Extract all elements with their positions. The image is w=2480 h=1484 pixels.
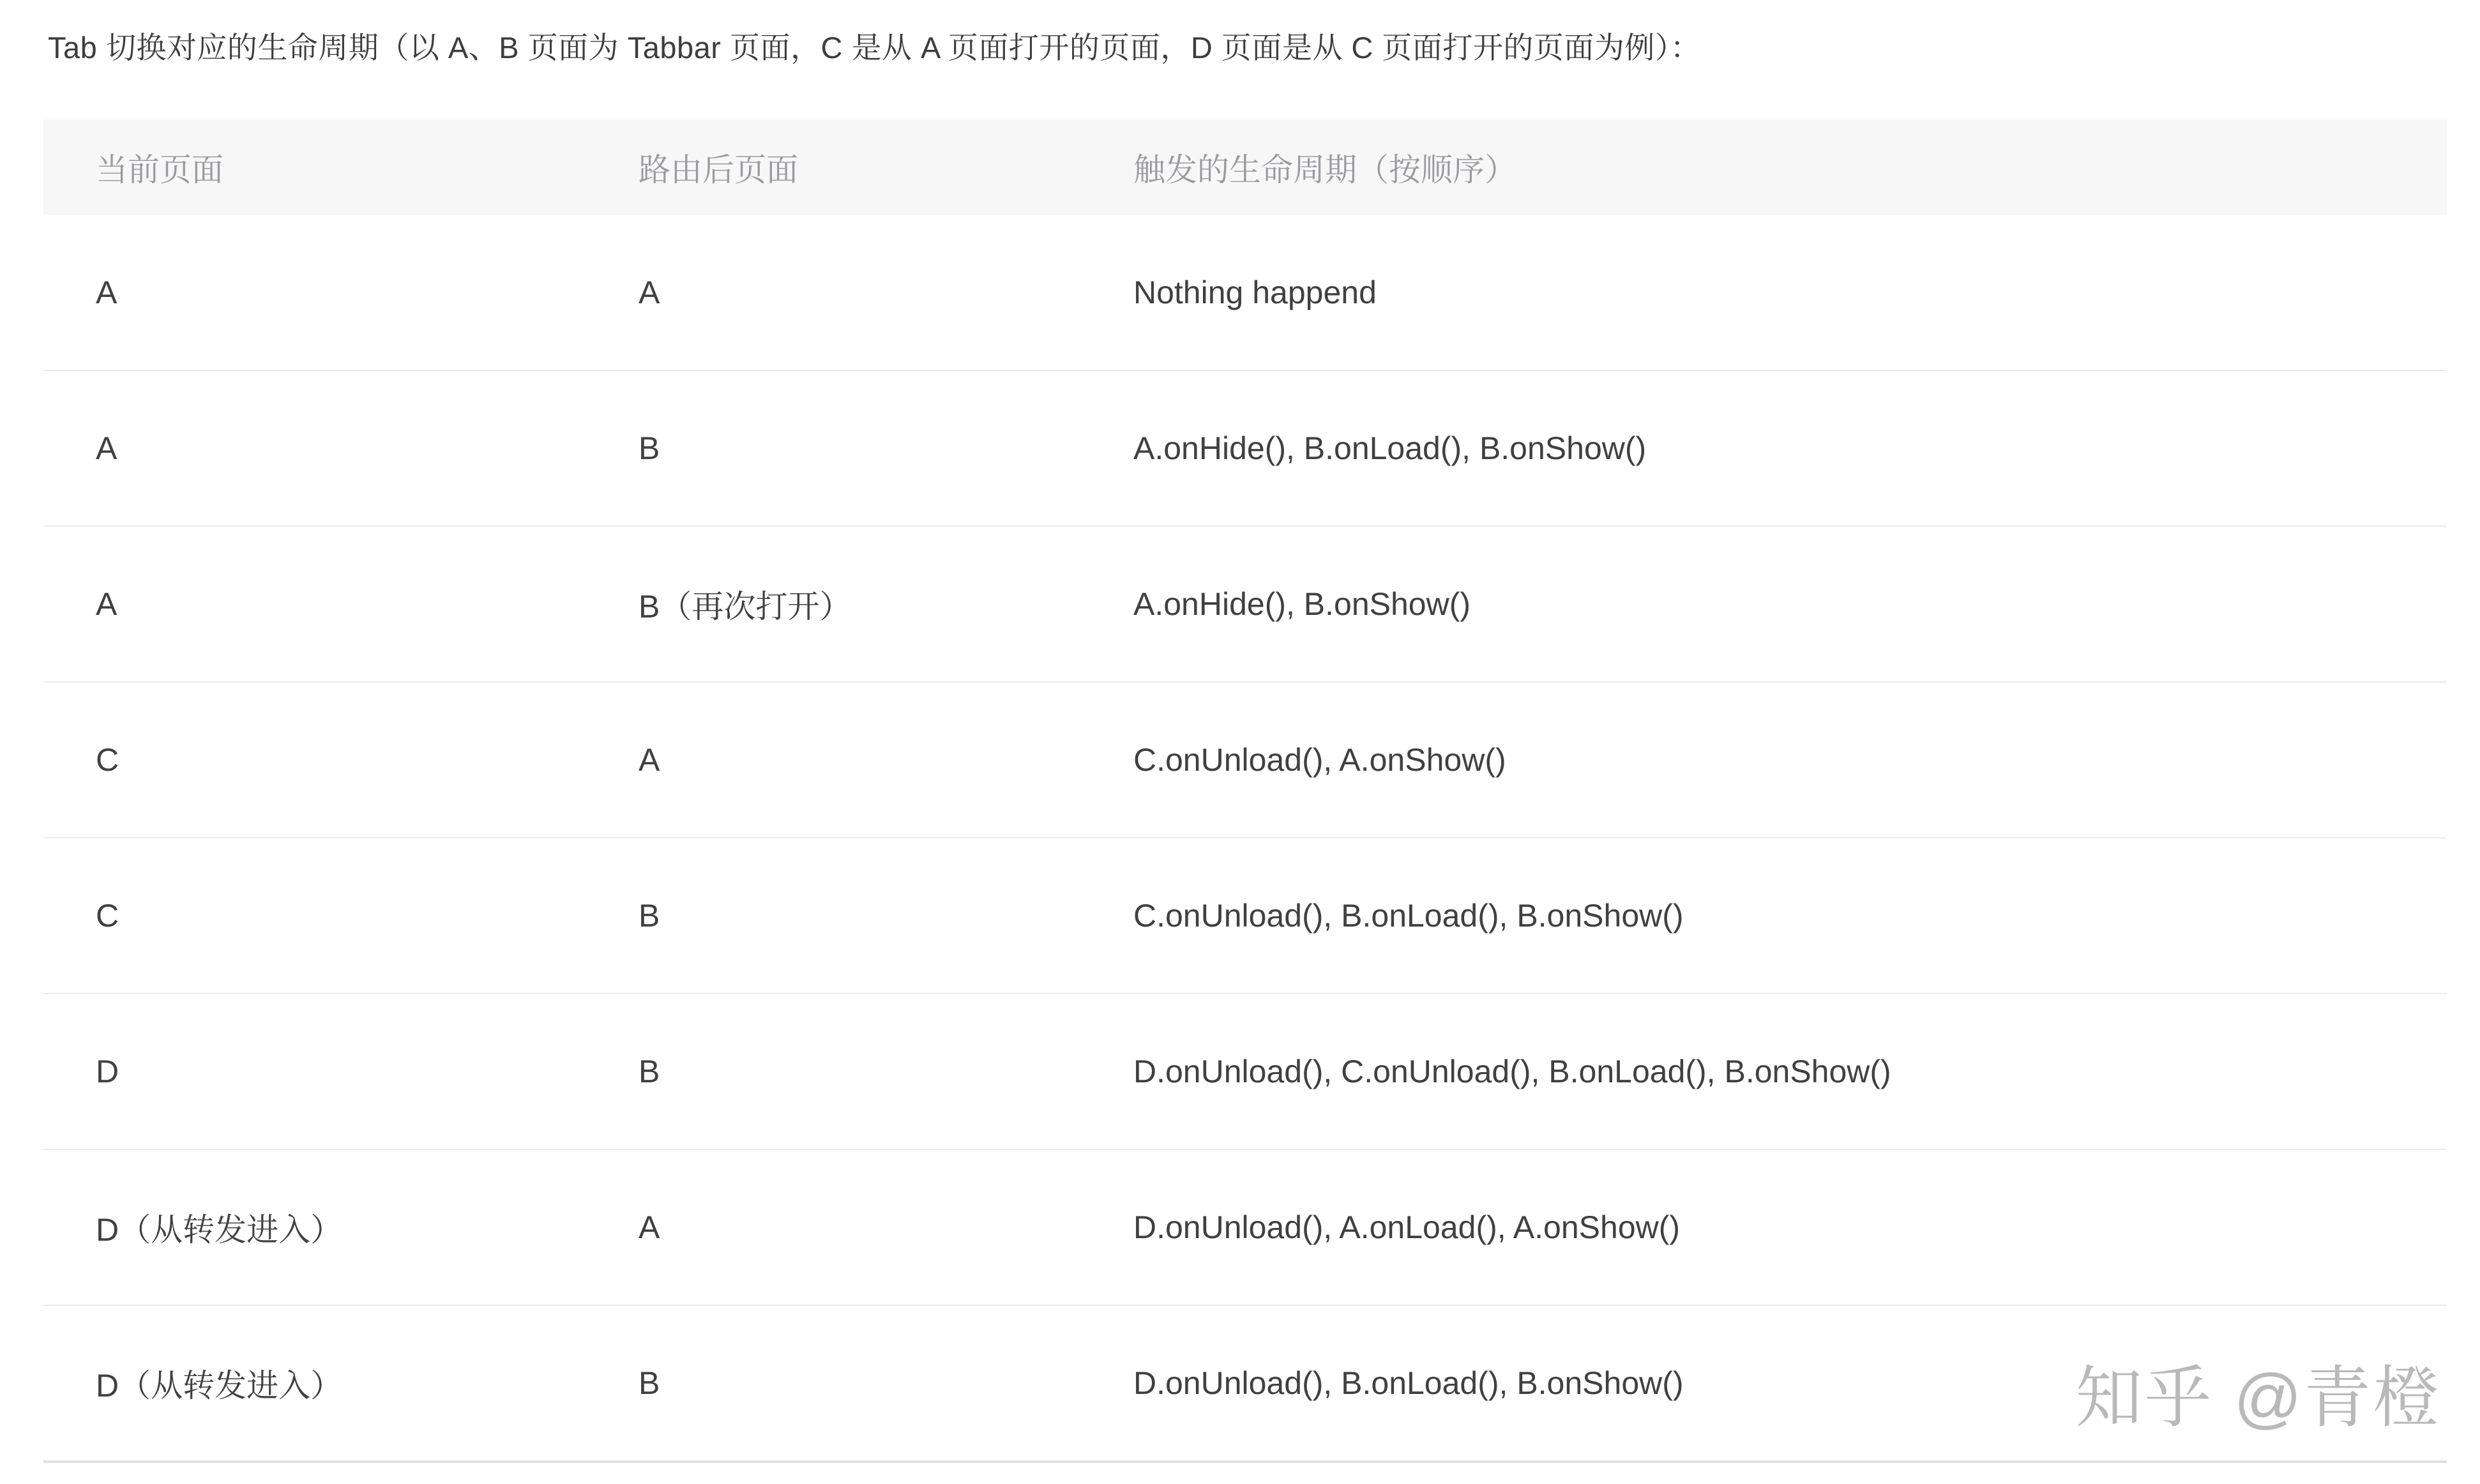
page-title: Tab 切换对应的生命周期（以 A、B 页面为 Tabbar 页面，C 是从 A 页面打开的页面，D 页面是从 C 页面打开的页面为例）：	[48, 31, 1701, 64]
table-cell: D.onUnload(), A.onLoad(), A.onShow()	[1081, 1149, 2447, 1305]
table-cell: C.onUnload(), A.onShow()	[1081, 682, 2447, 838]
table-cell: C.onUnload(), B.onLoad(), B.onShow()	[1081, 838, 2447, 994]
table-cell: A.onHide(), B.onShow()	[1081, 526, 2447, 682]
table-cell: D（从转发进入）	[43, 1305, 586, 1462]
lifecycle-table	[43, 119, 2447, 1463]
table-cell: A	[586, 1149, 1081, 1305]
table-cell: C	[43, 838, 586, 994]
table-cell: C	[43, 682, 586, 838]
table-cell: D	[43, 994, 586, 1149]
table-cell: B	[586, 1305, 1081, 1462]
table-row	[43, 994, 2447, 1149]
table-row	[43, 838, 2447, 994]
table-row	[43, 1149, 2447, 1305]
column-header-triggered-lifecycle: 触发的生命周期（按顺序）	[1081, 119, 2447, 215]
table-cell: B	[586, 838, 1081, 994]
table-cell: A	[43, 370, 586, 526]
table-row	[43, 526, 2447, 682]
table-row	[43, 215, 2447, 370]
table-cell: D.onUnload(), B.onLoad(), B.onShow()	[1081, 1305, 2447, 1462]
table-cell: A.onHide(), B.onLoad(), B.onShow()	[1081, 370, 2447, 526]
table-cell: D.onUnload(), C.onUnload(), B.onLoad(), B.onShow()	[1081, 994, 2447, 1149]
watermark: 知乎 @青橙	[2075, 1361, 2442, 1435]
table-cell: D（从转发进入）	[43, 1149, 586, 1305]
table-cell: Nothing happend	[1081, 215, 2447, 370]
table-cell: A	[43, 215, 586, 370]
table-row	[43, 682, 2447, 838]
table-cell: A	[586, 215, 1081, 370]
table-cell: B（再次打开）	[586, 526, 1081, 682]
table-header-row	[43, 119, 2447, 215]
table-cell: B	[586, 370, 1081, 526]
table-cell: A	[43, 526, 586, 682]
column-header-current-page: 当前页面	[43, 119, 586, 215]
table-cell: A	[586, 682, 1081, 838]
table-cell: B	[586, 994, 1081, 1149]
column-header-page-after-route: 路由后页面	[586, 119, 1081, 215]
table-row	[43, 370, 2447, 526]
